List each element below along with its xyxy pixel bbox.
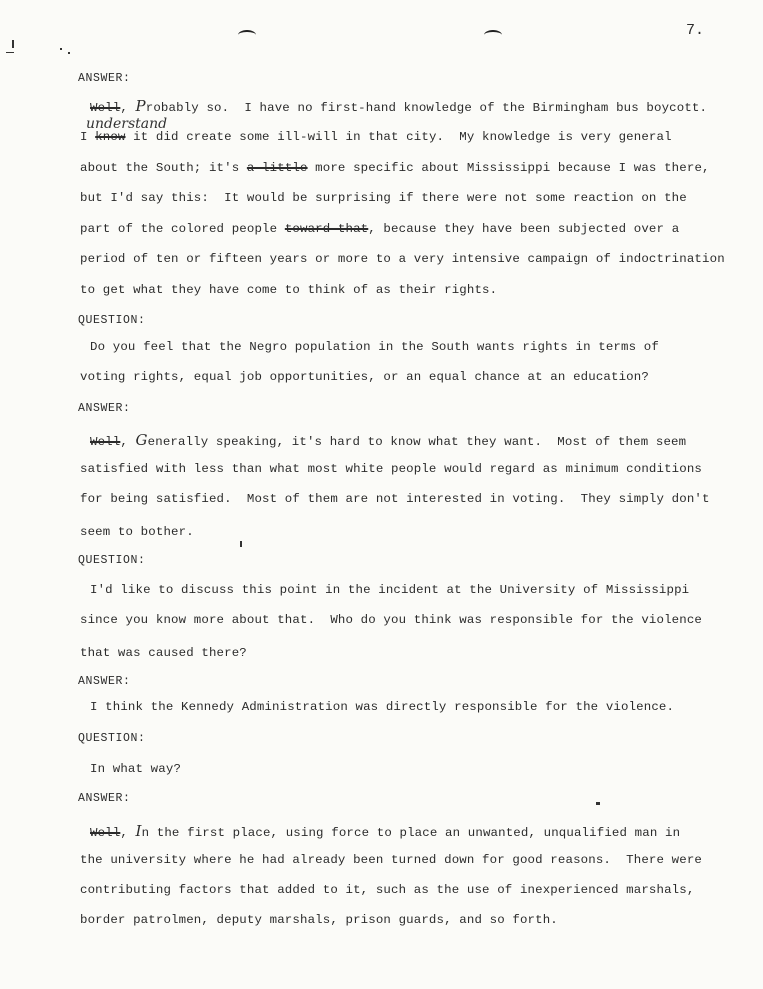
speaker-label: QUESTION: [78, 554, 146, 567]
handwritten-correction: understand [86, 116, 168, 132]
line-text: part of the colored people [80, 222, 285, 236]
transcript-line [80, 525, 194, 539]
transcript-line [80, 252, 725, 266]
transcript-line [90, 822, 680, 840]
speaker-label: ANSWER: [78, 72, 131, 85]
line-text: it did create some ill-will in that city. My knowledge is very general [125, 130, 672, 144]
line-text: period of ten or fifteen years or more to a very intensive campaign of indoctrination [80, 252, 725, 266]
transcript-line [90, 340, 659, 354]
transcript-line [80, 853, 702, 867]
transcript-line [80, 130, 672, 144]
line-text: border patrolmen, deputy marshals, prison guards, and so forth. [80, 913, 558, 927]
line-text: more specific about Mississippi because I was there, [307, 161, 710, 175]
line-text: about the South; it's [80, 161, 247, 175]
transcript-line [80, 283, 497, 297]
line-text: I think the Kennedy Administration was directly responsible for the violence. [90, 700, 675, 714]
line-text: enerally speaking, it's hard to know what they want. Most of them seem [147, 435, 687, 449]
struck-word: toward that [284, 222, 369, 236]
line-text: n the first place, using force to place an unwanted, unqualified man in [141, 826, 681, 840]
transcript-line [90, 97, 707, 115]
line-text: In what way? [90, 762, 182, 776]
margin-speck [60, 48, 62, 50]
speaker-label: ANSWER: [78, 792, 131, 805]
line-text: , [120, 826, 136, 840]
margin-speck [240, 541, 242, 547]
transcript-line [80, 913, 558, 927]
punch-hole-mark-left [238, 30, 256, 40]
transcript-line [90, 431, 686, 449]
struck-word: a little [246, 161, 308, 175]
struck-word: know [95, 130, 126, 144]
line-text: for being satisfied. Most of them are not interested in voting. They simply don't [80, 492, 710, 506]
page-number: 7. [686, 22, 705, 39]
line-text: , [120, 435, 136, 449]
transcript-line [80, 191, 687, 205]
transcript-line [80, 161, 710, 175]
line-text: I'd like to discuss this point in the incident at the University of Mississippi [90, 583, 690, 597]
transcript-line [80, 222, 679, 236]
line-text: I [80, 130, 96, 144]
struck-word: Well [90, 826, 121, 840]
line-text: contributing factors that added to it, such as the use of inexperienced marshals, [80, 883, 695, 897]
line-text: satisfied with less than what most white people would regard as minimum conditions [80, 462, 703, 476]
transcript-line [80, 370, 649, 384]
transcript-line [90, 762, 181, 776]
margin-speck [68, 52, 70, 54]
transcript-line [90, 700, 674, 714]
line-text: , [120, 101, 136, 115]
transcript-line [80, 646, 247, 660]
transcript-line [80, 462, 702, 476]
margin-speck [12, 40, 14, 48]
line-text: the university where he had already been turned down for good reasons. There were [80, 853, 703, 867]
speaker-label: QUESTION: [78, 732, 146, 745]
handwritten-capital: G [135, 431, 148, 449]
line-text: since you know more about that. Who do you think was responsible for the violence [80, 613, 703, 627]
struck-word: Well [90, 101, 121, 115]
line-text: Do you feel that the Negro population in the South wants rights in terms of [90, 340, 659, 354]
line-text: but I'd say this: It would be surprising if there were not some reaction on the [80, 191, 687, 205]
transcript-line [80, 492, 710, 506]
speaker-label: ANSWER: [78, 402, 131, 415]
line-text: voting rights, equal job opportunities, or an equal chance at an education? [80, 370, 649, 384]
transcript-line [80, 613, 702, 627]
margin-speck [6, 52, 14, 53]
line-text: seem to bother. [80, 525, 194, 539]
line-text: to get what they have come to think of as their rights. [80, 283, 498, 297]
speaker-label: ANSWER: [78, 675, 131, 688]
handwritten-capital: P [135, 97, 146, 115]
line-text: that was caused there? [80, 646, 247, 660]
line-text: robably so. I have no first-hand knowledge of the Birmingham bus boycott. [145, 101, 708, 115]
struck-word: Well [90, 435, 121, 449]
transcript-line [90, 583, 689, 597]
speaker-label: QUESTION: [78, 314, 146, 327]
margin-speck [596, 802, 600, 805]
transcript-line [80, 883, 694, 897]
line-text: , because they have been subjected over a [368, 222, 680, 236]
punch-hole-mark-right [484, 30, 502, 40]
handwritten-capital: I [135, 822, 142, 840]
